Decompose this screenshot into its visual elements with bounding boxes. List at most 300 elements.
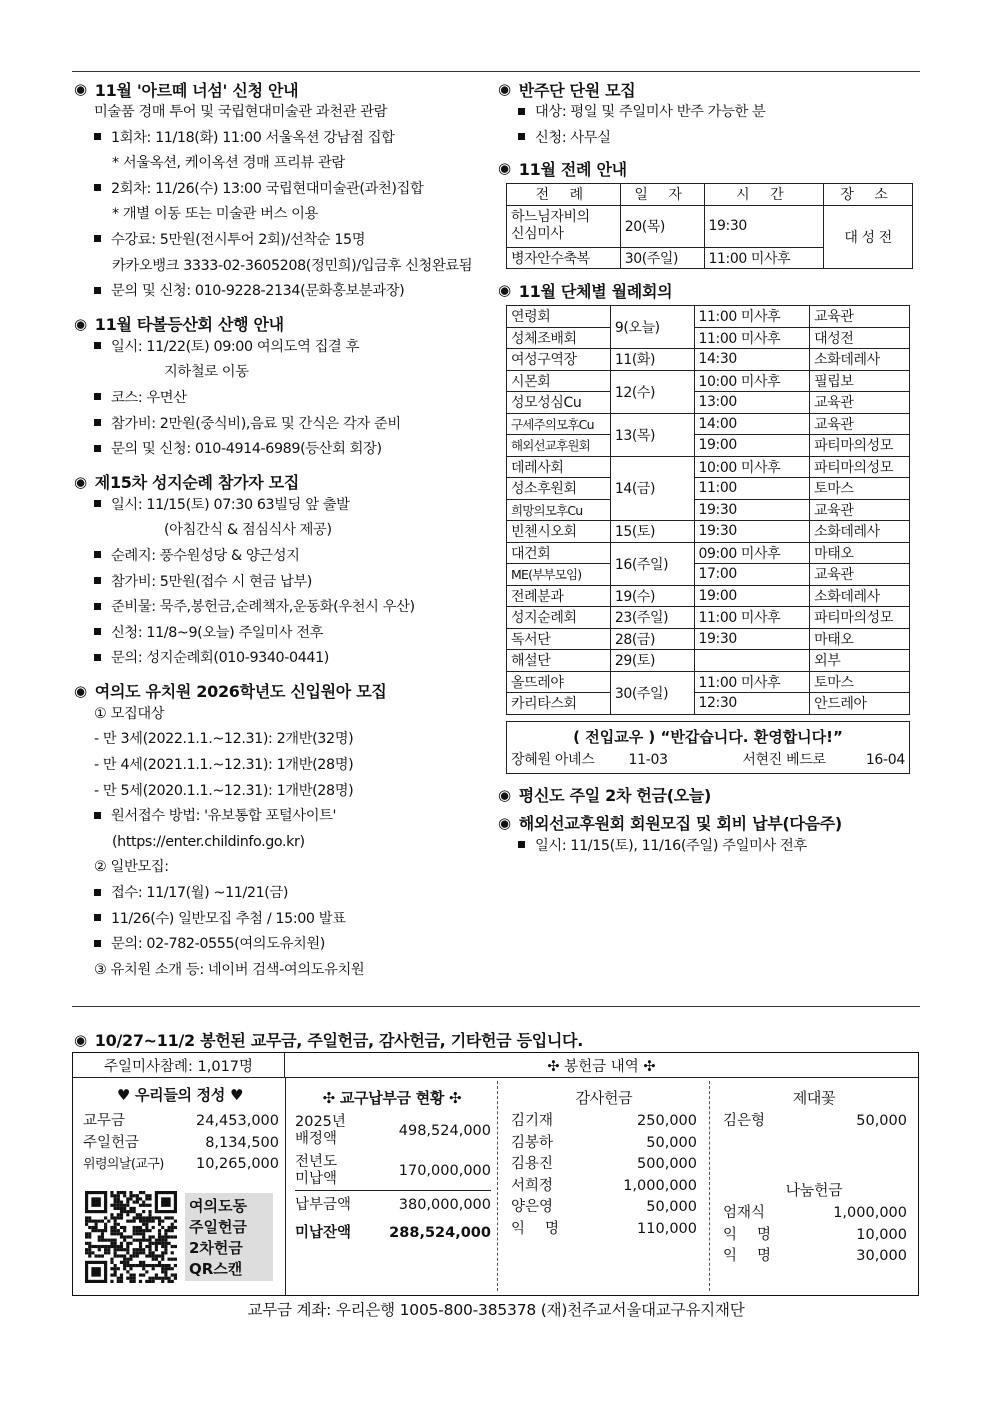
diocese-label: [295, 1114, 379, 1148]
art-line: [74, 228, 494, 254]
qr-caption: [185, 1193, 273, 1281]
kinder-title-row: [74, 680, 494, 702]
table-row: [507, 521, 910, 543]
accomp-title: 반주단 단원 모집: [518, 80, 636, 100]
group-name: 성지순례회: [507, 607, 611, 629]
finance-row-label: 엄재식: [723, 1205, 766, 1221]
finance-box: [72, 1052, 919, 1296]
liturgy-place: 대 성 전: [824, 205, 913, 269]
welcome-box: [506, 721, 910, 774]
pilgrim-line-text: 일시: 11/15(토) 07:30 63빌딩 앞 출발: [111, 496, 350, 513]
table-row: [507, 435, 910, 457]
liturgy-name: 병자안수축복: [507, 247, 621, 269]
finance-row-value: 50,000: [646, 1134, 697, 1151]
tabor-line: [74, 386, 494, 412]
square-bullet-icon: [94, 500, 101, 507]
art-line-text: 카카오뱅크 3333-02-3605208(정민희)/입금후 신청완료됨: [112, 257, 473, 274]
table-row: [507, 628, 910, 650]
group-time: 19:30: [694, 521, 810, 543]
table-row: [507, 650, 910, 672]
top-rule: [72, 71, 920, 72]
accomp-title-row: [498, 78, 918, 100]
group-date: 14(금): [610, 456, 694, 521]
diocese-unpaid-value: 288,524,000: [389, 1225, 491, 1241]
square-bullet-icon: [94, 235, 101, 242]
group-time: 19:30: [694, 499, 810, 521]
finance-row: [723, 1246, 907, 1268]
group-date: 13(목): [610, 413, 694, 456]
liturgy-date: 30(주일): [620, 247, 704, 269]
finance-row-label: 김봉하: [511, 1134, 554, 1151]
group-time: 11:00 미사후: [694, 327, 810, 349]
tabor-line-text: 문의 및 신청: 010-4914-6989(등산회 회장): [111, 441, 382, 458]
diocese-paid-value: 380,000,000: [398, 1197, 491, 1213]
liturgy-date: 20(목): [620, 205, 704, 247]
kinder-line-text: - 만 4세(2021.1.1.~12.31): 1개반(28명): [94, 757, 354, 774]
group-time: 11:00 미사후: [694, 671, 810, 693]
group-date: 23(주일): [610, 607, 694, 629]
finance-row-value: 1,000,000: [623, 1177, 697, 1194]
group-time: 09:00 미사후: [694, 542, 810, 564]
group-name: 시몬회: [507, 370, 611, 392]
table-row: [507, 370, 910, 392]
table-row: [507, 499, 910, 521]
group-name: ME(부부모임): [507, 564, 611, 586]
group-name: 희망의모후Cu: [507, 499, 611, 521]
finance-row-value: 24,453,000: [195, 1113, 279, 1129]
group-name: 여성구역장: [507, 349, 611, 371]
qr-caption-line: 주일헌금: [189, 1217, 247, 1236]
groups-table: [506, 305, 910, 715]
finance-row-label: 위령의날(교구): [83, 1157, 164, 1172]
kinder-line: [74, 907, 494, 933]
liturgy-table: [506, 183, 913, 269]
square-bullet-icon: [518, 133, 525, 140]
group-place: 교육관: [810, 564, 910, 586]
middle-rule: [72, 1006, 920, 1007]
tabor-line-text: 참가비: 2만원(중식비),음료 및 간식은 각자 준비: [111, 415, 401, 432]
group-time: 17:00: [694, 564, 810, 586]
group-name: 해설단: [507, 650, 611, 672]
circle-bullet-icon: ◉: [74, 681, 87, 700]
qr-caption-line: QR스캔: [189, 1259, 243, 1278]
kinder-line-text: (https://enter.childinfo.go.kr): [112, 833, 305, 850]
group-name: 성체조배회: [507, 327, 611, 349]
circle-bullet-icon: ◉: [74, 1030, 87, 1049]
group-time: 14:30: [694, 349, 810, 371]
art-title-row: [74, 78, 494, 100]
group-place: 교육관: [810, 306, 910, 328]
accomp-line: [498, 126, 918, 152]
table-row: [507, 205, 913, 247]
welcome-person: [742, 749, 905, 771]
offering-title-row: [498, 784, 918, 806]
group-time: 10:00 미사후: [694, 456, 810, 478]
welcome-person: [511, 749, 668, 771]
table-row: [507, 607, 910, 629]
group-time: 19:00: [694, 585, 810, 607]
kinder-line: [74, 932, 494, 958]
divider: [497, 1081, 498, 1291]
square-bullet-icon: [94, 889, 101, 896]
finance-row-value: 30,000: [856, 1248, 907, 1264]
kinder-line-text: ③ 유치원 소개 등: 네이버 검색-여의도유치원: [94, 961, 365, 978]
art-line-text: 미술품 경매 투어 및 국립현대미술관 과천관 관람: [94, 104, 388, 120]
share-list: [723, 1203, 907, 1268]
finance-row-value: 50,000: [856, 1113, 907, 1129]
art-line: [74, 177, 494, 203]
art-line: [74, 151, 494, 177]
square-bullet-icon: [94, 654, 101, 661]
square-bullet-icon: [94, 628, 101, 635]
group-place: 파티마의성모: [810, 456, 910, 478]
square-bullet-icon: [94, 419, 101, 426]
table-row: [507, 349, 910, 371]
liturgy-title-row: [498, 157, 918, 179]
tabor-line: [74, 412, 494, 438]
group-date: 19(수): [610, 585, 694, 607]
finance-row-value: 250,000: [637, 1113, 697, 1129]
left-column: [74, 78, 494, 983]
liturgy-header: 전 례: [507, 184, 621, 206]
diocese-value: 498,524,000: [398, 1123, 491, 1139]
kinder-line: [74, 727, 494, 753]
divider: [709, 1081, 710, 1291]
group-date: 12(수): [610, 370, 694, 413]
kinder-line-text: 원서접수 방법: '유보통합 포털사이트': [111, 808, 337, 825]
table-row: [507, 392, 910, 414]
person-name: 서현진 베드로: [742, 751, 826, 768]
square-bullet-icon: [94, 287, 101, 294]
square-bullet-icon: [94, 940, 101, 947]
person-code: 16-04: [865, 751, 905, 768]
finance-row: [511, 1219, 697, 1241]
finance-row-label: 익 명: [723, 1226, 771, 1243]
square-bullet-icon: [94, 342, 101, 349]
group-place: 소화데레사: [810, 521, 910, 543]
group-place: 교육관: [810, 392, 910, 414]
group-date: 28(금): [610, 628, 694, 650]
accomp-line: [498, 100, 918, 126]
square-bullet-icon: [94, 133, 101, 140]
circle-bullet-icon: ◉: [498, 80, 511, 98]
pilgrim-title-row: [74, 471, 494, 493]
diocese-unpaid-label: 미납잔액: [295, 1225, 352, 1241]
group-place: 교육관: [810, 413, 910, 435]
kinder-line: [74, 804, 494, 830]
finance-row-value: 110,000: [637, 1220, 697, 1237]
table-row: [507, 184, 913, 206]
account-info: 교무금 계좌: 우리은행 1005-800-385378 (재)천주교서울대교구유지재단: [247, 1301, 745, 1319]
circle-bullet-icon: ◉: [498, 813, 511, 832]
table-row: [507, 693, 910, 715]
finance-title: 10/27~11/2 봉헌된 교무금, 주일헌금, 감사헌금, 기타헌금 등입니다.: [94, 1031, 583, 1050]
accomp-line-text: 신청: 사무실: [535, 129, 611, 146]
diocese-unpaid-row: [295, 1219, 491, 1247]
group-name: 대건회: [507, 542, 611, 564]
finance-row: [511, 1154, 697, 1176]
diocese-header: ✣ 교구납부금 현황 ✣: [322, 1089, 462, 1107]
square-bullet-icon: [94, 577, 101, 584]
kinder-line-text: - 만 5세(2020.1.1.~12.31): 1개반(28명): [94, 782, 354, 799]
pilgrim-line: [74, 595, 494, 621]
finance-row: [511, 1176, 697, 1198]
liturgy-header: 시 간: [704, 184, 824, 206]
group-name: 성모성심Cu: [507, 392, 611, 414]
kinder-title: 여의도 유치원 2026학년도 신입원아 모집: [94, 682, 387, 702]
groups-title: 11월 단체별 월례회의: [518, 281, 673, 301]
art-line: [74, 254, 494, 280]
table-row: [507, 585, 910, 607]
group-place: 파티마의성모: [810, 435, 910, 457]
tabor-lines: [74, 335, 494, 463]
square-bullet-icon: [94, 184, 101, 191]
group-place: 소화데레사: [810, 349, 910, 371]
art-line-text: 문의 및 신청: 010-9228-2134(문화홍보분과장): [111, 283, 405, 300]
group-place: 교육관: [810, 499, 910, 521]
diocese-paid-label: 납부금액: [295, 1197, 352, 1213]
square-bullet-icon: [94, 914, 101, 921]
art-title: 11월 '아르떼 너섬' 신청 안내: [94, 80, 299, 100]
group-place: 외부: [810, 650, 910, 672]
finance-row: [723, 1111, 907, 1133]
kinder-line: [74, 958, 494, 984]
finance-row-label: 김은형: [723, 1113, 766, 1129]
group-place: 대성전: [810, 327, 910, 349]
flower-list: [723, 1111, 907, 1133]
finance-row: [511, 1197, 697, 1219]
tabor-line: [74, 360, 494, 386]
pilgrim-title: 제15차 성지순례 참가자 모집: [94, 473, 299, 493]
circle-bullet-icon: ◉: [498, 281, 511, 300]
group-name: 구세주의모후Cu: [507, 413, 611, 435]
diocese-label-line: 배정액: [295, 1131, 338, 1147]
welcome-people: [511, 749, 905, 771]
pilgrim-line: [74, 570, 494, 596]
group-place: 토마스: [810, 671, 910, 693]
art-line: [74, 126, 494, 152]
table-row: [507, 327, 910, 349]
finance-row: [723, 1203, 907, 1225]
group-time: 11:00 미사후: [694, 306, 810, 328]
tabor-line: [74, 335, 494, 361]
square-bullet-icon: [94, 445, 101, 452]
art-line-text: * 개별 이동 또는 미술관 버스 이용: [112, 206, 318, 223]
pilgrim-line: [74, 544, 494, 570]
diocese-label-line: 전년도: [295, 1153, 338, 1170]
kinder-line-text: 문의: 02-782-0555(여의도유치원): [111, 936, 325, 953]
finance-title-row: [74, 1028, 583, 1051]
diocese-list: [295, 1111, 491, 1247]
diocese-paid-row: [295, 1191, 491, 1219]
share-header: 나눔헌금: [785, 1181, 843, 1199]
table-row: [507, 478, 910, 500]
pilgrim-line-text: 신청: 11/8~9(오늘) 주일미사 전후: [111, 624, 324, 641]
finance-row-label: 김용진: [511, 1156, 554, 1172]
tabor-line-text: 코스: 우면산: [111, 389, 187, 406]
group-name: 전례분과: [507, 585, 611, 607]
donation-header: ✣ 봉헌금 내역 ✣: [285, 1053, 918, 1078]
group-name: 성소후원회: [507, 478, 611, 500]
mission-title: 해외선교후원회 회원모집 및 회비 납부(다음주): [518, 814, 842, 834]
square-bullet-icon: [94, 393, 101, 400]
diocese-value: 170,000,000: [398, 1162, 491, 1179]
tabor-line: [74, 437, 494, 463]
pilgrim-lines: [74, 493, 494, 672]
diocese-label-line: 미납액: [295, 1170, 338, 1187]
diocese-label: [295, 1154, 379, 1188]
kinder-line-text: 11/26(수) 일반모집 추첨 / 15:00 발표: [111, 910, 346, 927]
group-date: 29(토): [610, 650, 694, 672]
ours-header: ♥ 우리들의 정성 ♥: [116, 1086, 244, 1104]
qr-code-icon[interactable]: [85, 1191, 177, 1283]
art-lines: [74, 100, 494, 305]
pilgrim-line-text: 순례지: 풍수원성당 & 양근성지: [111, 547, 300, 564]
group-name: 빈첸시오회: [507, 521, 611, 543]
kinder-line: [74, 881, 494, 907]
group-date: 30(주일): [610, 671, 694, 714]
kinder-line-text: ① 모집대상: [94, 705, 165, 722]
circle-bullet-icon: ◉: [74, 314, 87, 333]
pilgrim-line-text: 문의: 성지순례회(010-9340-0441): [111, 650, 329, 667]
finance-row: [511, 1133, 697, 1155]
right-column: [498, 78, 918, 859]
ours-list: [83, 1111, 279, 1176]
finance-row: [723, 1225, 907, 1247]
art-line-text: 수강료: 5만원(전시투어 2회)/선착순 15명: [111, 231, 366, 248]
liturgy-title: 11월 전례 안내: [518, 159, 627, 179]
pilgrim-line: [74, 621, 494, 647]
attendance: 주일미사참례: 1,017명: [73, 1053, 285, 1078]
diocese-label-line: 2025년: [295, 1114, 346, 1130]
mission-lines: [498, 834, 918, 860]
flower-header: 제대꽃: [792, 1089, 836, 1107]
group-date: 11(화): [610, 349, 694, 371]
art-line-text: 2회차: 11/26(수) 13:00 국립현대미술관(과천)집합: [111, 180, 424, 197]
group-place: 소화데레사: [810, 585, 910, 607]
group-place: 토마스: [810, 478, 910, 500]
pilgrim-line: [74, 493, 494, 519]
finance-row-value: 8,134,500: [205, 1134, 279, 1151]
pilgrim-line-text: 준비물: 묵주,봉헌금,순례책자,운동화(우천시 우산): [111, 599, 415, 616]
diocese-row: [295, 1111, 491, 1151]
square-bullet-icon: [94, 812, 101, 819]
person-code: 11-03: [628, 751, 668, 768]
offering-title: 평신도 주일 2차 헌금(오늘): [518, 786, 712, 806]
group-name: 연령회: [507, 306, 611, 328]
group-time: 12:30: [694, 693, 810, 715]
group-name: 해외선교후원회: [507, 435, 611, 457]
table-row: [507, 564, 910, 586]
table-row: [507, 671, 910, 693]
kinder-line-text: ② 일반모집:: [94, 859, 169, 876]
table-row: [507, 306, 910, 328]
liturgy-header: 일 자: [620, 184, 704, 206]
circle-bullet-icon: ◉: [498, 159, 511, 178]
welcome-title: ( 전입교우 ) “반갑습니다. 환영합니다!”: [573, 727, 843, 746]
group-name: 데레사회: [507, 456, 611, 478]
square-bullet-icon: [94, 551, 101, 558]
finance-row-value: 10,265,000: [195, 1156, 279, 1172]
finance-row-label: 익 명: [511, 1220, 559, 1237]
group-place: 마태오: [810, 628, 910, 650]
finance-row-label: 주일헌금: [83, 1134, 140, 1151]
pilgrim-line-text: (아침간식 & 점심식사 제공): [164, 522, 332, 539]
kinder-line: [74, 830, 494, 856]
divider: [285, 1078, 286, 1295]
tabor-line-text: 일시: 11/22(토) 09:00 여의도역 집결 후: [111, 338, 360, 355]
art-line-text: * 서울옥션, 케이옥션 경매 프리뷰 관람: [112, 155, 345, 172]
diocese-row: [295, 1151, 491, 1191]
person-name: 장혜원 아녜스: [511, 751, 595, 768]
square-bullet-icon: [518, 108, 525, 115]
liturgy-time: 11:00 미사후: [704, 247, 824, 269]
liturgy-name: 하느님자비의 신심미사: [507, 205, 621, 247]
finance-row: [511, 1111, 697, 1133]
circle-bullet-icon: ◉: [498, 785, 511, 804]
mission-line: [498, 834, 918, 860]
art-line: [74, 100, 494, 126]
finance-row-value: 500,000: [637, 1156, 697, 1172]
finance-row-label: 익 명: [723, 1248, 771, 1264]
kinder-line: [74, 702, 494, 728]
square-bullet-icon: [94, 603, 101, 610]
group-time: [694, 650, 810, 672]
table-row: [507, 542, 910, 564]
circle-bullet-icon: ◉: [74, 472, 87, 491]
finance-row: [83, 1154, 279, 1176]
group-time: 10:00 미사후: [694, 370, 810, 392]
group-time: 11:00 미사후: [694, 607, 810, 629]
finance-row: [83, 1133, 279, 1155]
group-place: 필립보: [810, 370, 910, 392]
finance-row-value: 1,000,000: [833, 1205, 907, 1221]
groups-title-row: [498, 279, 918, 301]
group-date: 15(토): [610, 521, 694, 543]
tabor-line-text: 지하철로 이동: [164, 364, 249, 381]
pilgrim-line: [74, 646, 494, 672]
group-place: 마태오: [810, 542, 910, 564]
group-time: 19:00: [694, 435, 810, 457]
qr-caption-line: 2차헌금: [189, 1238, 243, 1257]
kinder-lines: [74, 702, 494, 984]
mission-line-text: 일시: 11/15(토), 11/16(주일) 주일미사 전후: [535, 837, 807, 854]
pilgrim-line: [74, 518, 494, 544]
thanks-header: 감사헌금: [575, 1089, 633, 1107]
finance-row-label: 서희정: [511, 1177, 554, 1194]
kinder-line: [74, 779, 494, 805]
tabor-title: 11월 타볼등산회 산행 안내: [94, 315, 284, 335]
group-time: 19:30: [694, 628, 810, 650]
group-time: 14:00: [694, 413, 810, 435]
group-name: 카리타스회: [507, 693, 611, 715]
pilgrim-line-text: 참가비: 5만원(접수 시 현금 납부): [111, 573, 312, 590]
liturgy-time: 19:30: [704, 205, 824, 247]
accomp-lines: [498, 100, 918, 151]
circle-bullet-icon: ◉: [74, 80, 87, 98]
group-time: 11:00: [694, 478, 810, 500]
kinder-line: [74, 855, 494, 881]
finance-row-label: 양은영: [511, 1199, 554, 1215]
kinder-line-text: 접수: 11/17(월) ~11/21(금): [111, 885, 289, 902]
group-name: 독서단: [507, 628, 611, 650]
group-time: 13:00: [694, 392, 810, 414]
group-date: 16(주일): [610, 542, 694, 585]
table-row: [507, 456, 910, 478]
kinder-line: [74, 753, 494, 779]
finance-row: [83, 1111, 279, 1133]
liturgy-header: 장 소: [824, 184, 913, 206]
